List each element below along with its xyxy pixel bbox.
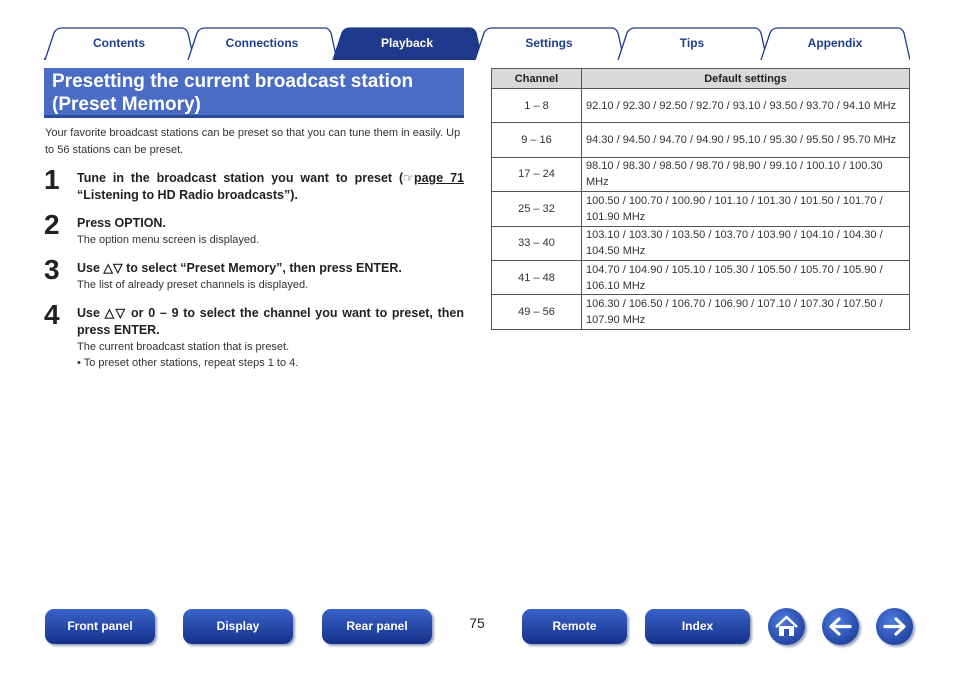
tab-settings[interactable] <box>474 27 624 60</box>
back-arrow-icon <box>822 608 859 645</box>
column-header-default-settings: Default settings <box>582 69 910 89</box>
tab-label: Connections <box>225 36 299 50</box>
intro-text: Your favorite broadcast stations can be preset so that you can tune them in easily. Up to 56 stations can be preset. <box>45 127 461 156</box>
step-3 <box>44 254 464 293</box>
table-row <box>492 89 910 123</box>
channel-cell: 17 – 24 <box>492 157 582 191</box>
preset-channel-table <box>491 68 910 330</box>
step-description: The current broadcast station that is preset. <box>77 341 290 353</box>
section-title-line1: Presetting the current broadcast station <box>52 71 414 92</box>
table-row <box>492 226 910 260</box>
step-description: The option menu screen is displayed. <box>77 234 260 246</box>
pointing-hand-icon: ☞ <box>403 171 414 185</box>
step-2 <box>44 209 464 248</box>
tab-appendix[interactable] <box>760 27 910 60</box>
step-heading: Press OPTION. <box>77 216 166 230</box>
forward-arrow-icon <box>876 608 913 645</box>
section-title <box>44 68 464 118</box>
index-button[interactable]: Index <box>645 609 750 644</box>
forward-button[interactable] <box>876 608 913 645</box>
channel-cell: 33 – 40 <box>492 226 582 260</box>
back-button[interactable] <box>822 608 859 645</box>
step-1 <box>44 164 464 204</box>
settings-cell: 106.30 / 106.50 / 106.70 / 106.90 / 107.10 / 107.30 / 107.50 / 107.90 MHz <box>582 295 910 329</box>
tab-label: Appendix <box>807 36 863 50</box>
table-row <box>492 260 910 294</box>
page-number: 75 <box>469 615 485 631</box>
step-number: 4 <box>44 299 60 330</box>
top-tab-bar <box>44 27 910 60</box>
step-number: 3 <box>44 254 60 285</box>
tab-label: Contents <box>93 36 145 50</box>
channel-cell: 25 – 32 <box>492 192 582 226</box>
tab-tips[interactable] <box>617 27 767 60</box>
display-button[interactable]: Display <box>183 609 293 644</box>
step-heading <box>77 170 464 204</box>
page-link[interactable]: page 71 <box>413 171 464 185</box>
settings-cell: 94.30 / 94.50 / 94.70 / 94.90 / 95.10 / 95.30 / 95.50 / 95.70 MHz <box>582 123 910 157</box>
table-row <box>492 192 910 226</box>
remote-button[interactable]: Remote <box>522 609 627 644</box>
step-heading-text: Tune in the broadcast station you want to preset ( <box>77 171 404 185</box>
tab-connections[interactable] <box>187 27 337 60</box>
tab-contents[interactable] <box>44 27 194 60</box>
table-row <box>492 123 910 157</box>
channel-cell: 1 – 8 <box>492 89 582 123</box>
settings-cell: 92.10 / 92.30 / 92.50 / 92.70 / 93.10 / 93.50 / 93.70 / 94.10 MHz <box>582 89 910 123</box>
tab-playback[interactable] <box>332 27 482 60</box>
table-header-row <box>492 69 910 89</box>
settings-cell: 103.10 / 103.30 / 103.50 / 103.70 / 103.90 / 104.10 / 104.30 / 104.50 MHz <box>582 226 910 260</box>
front-panel-button[interactable]: Front panel <box>45 609 155 644</box>
settings-cell: 100.50 / 100.70 / 100.90 / 101.10 / 101.30 / 101.50 / 101.70 / 101.90 MHz <box>582 192 910 226</box>
home-icon <box>768 608 805 645</box>
settings-cell: 104.70 / 104.90 / 105.10 / 105.30 / 105.50 / 105.70 / 105.90 / 106.10 MHz <box>582 260 910 294</box>
home-button[interactable] <box>768 608 805 645</box>
settings-cell: 98.10 / 98.30 / 98.50 / 98.70 / 98.90 / 99.10 / 100.10 / 100.30 MHz <box>582 157 910 191</box>
channel-cell: 41 – 48 <box>492 260 582 294</box>
rear-panel-button[interactable]: Rear panel <box>322 609 432 644</box>
step-4 <box>44 299 464 371</box>
channel-cell: 49 – 56 <box>492 295 582 329</box>
tab-label: Settings <box>525 36 573 50</box>
step-number: 1 <box>44 164 60 195</box>
step-bullet-note: • To preset other stations, repeat steps 1 to 4. <box>77 357 299 369</box>
tab-label: Playback <box>380 36 434 50</box>
column-header-channel: Channel <box>492 69 582 89</box>
step-heading: Use △▽ to select “Preset Memory”, then press ENTER. <box>77 261 402 275</box>
step-description: The list of already preset channels is displayed. <box>77 279 309 291</box>
table-row <box>492 295 910 329</box>
step-heading: Use △▽ or 0 – 9 to select the channel you want to preset, then press ENTER. <box>77 306 464 337</box>
step-number: 2 <box>44 209 60 240</box>
channel-cell: 9 – 16 <box>492 123 582 157</box>
table-row <box>492 157 910 191</box>
step-heading-text-end: “Listening to HD Radio broadcasts”). <box>77 188 298 202</box>
tab-label: Tips <box>679 36 705 50</box>
section-title-line2: (Preset Memory) <box>52 94 201 115</box>
